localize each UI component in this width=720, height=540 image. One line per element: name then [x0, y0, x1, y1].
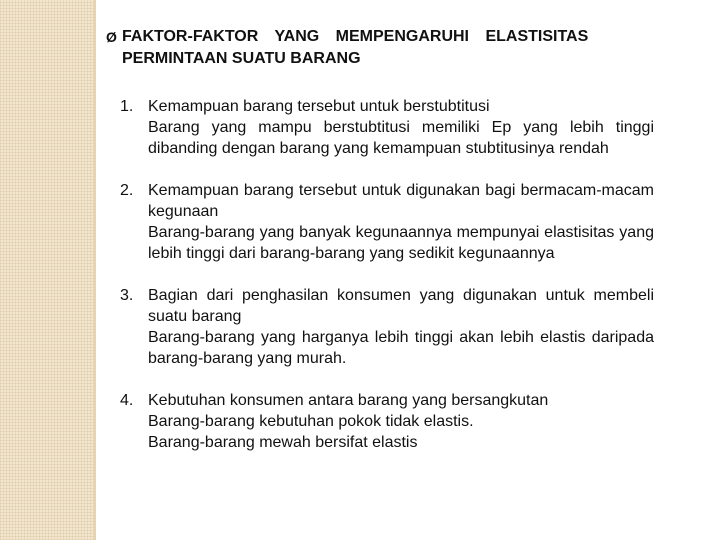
heading-text [122, 26, 588, 70]
item-description-2: Barang-barang mewah bersifat elastis [148, 434, 418, 451]
item-body [148, 285, 654, 369]
item-number: 1. [120, 98, 134, 115]
item-title: Kemampuan barang tersebut untuk berstubtitusi [148, 98, 490, 115]
item-title: Bagian dari penghasilan konsumen yang digunakan untuk membeli suatu barang [148, 287, 654, 325]
item-title: Kebutuhan konsumen antara barang yang bersangkutan [148, 392, 549, 409]
slide-content [106, 26, 658, 474]
factor-list [106, 96, 658, 453]
item-description: Barang-barang yang banyak kegunaannya mempunyai elastisitas yang lebih tinggi dari barang-barang yang sedikit kegunaannya [148, 224, 654, 262]
item-number: 3. [120, 287, 134, 304]
list-item [120, 96, 658, 159]
heading-line-1: FAKTOR-FAKTOR YANG MEMPENGARUHI ELASTISITAS [122, 28, 589, 45]
item-description: Barang-barang kebutuhan pokok tidak elastis. [148, 413, 474, 430]
item-number: 2. [120, 182, 134, 199]
item-number: 4. [120, 392, 134, 409]
decorative-side-strip [0, 0, 94, 540]
item-description: Barang-barang yang harganya lebih tinggi akan lebih elastis daripada barang-barang yang murah. [148, 329, 654, 367]
item-body [148, 96, 654, 159]
arrow-bullet-icon: Ø [106, 29, 117, 45]
heading-line-2: PERMINTAAN SUATU BARANG [122, 50, 361, 67]
item-body [148, 390, 654, 453]
item-description: Barang yang mampu berstubtitusi memiliki Ep yang lebih tinggi dibanding dengan barang yang kemampuan stubtitusinya rendah [148, 119, 654, 157]
list-item [120, 390, 658, 453]
slide-heading [106, 26, 658, 70]
item-body [148, 180, 654, 264]
decorative-divider [94, 0, 96, 540]
list-item [120, 180, 658, 264]
item-title: Kemampuan barang tersebut untuk digunakan bagi bermacam-macam kegunaan [148, 182, 654, 220]
list-item [120, 285, 658, 369]
